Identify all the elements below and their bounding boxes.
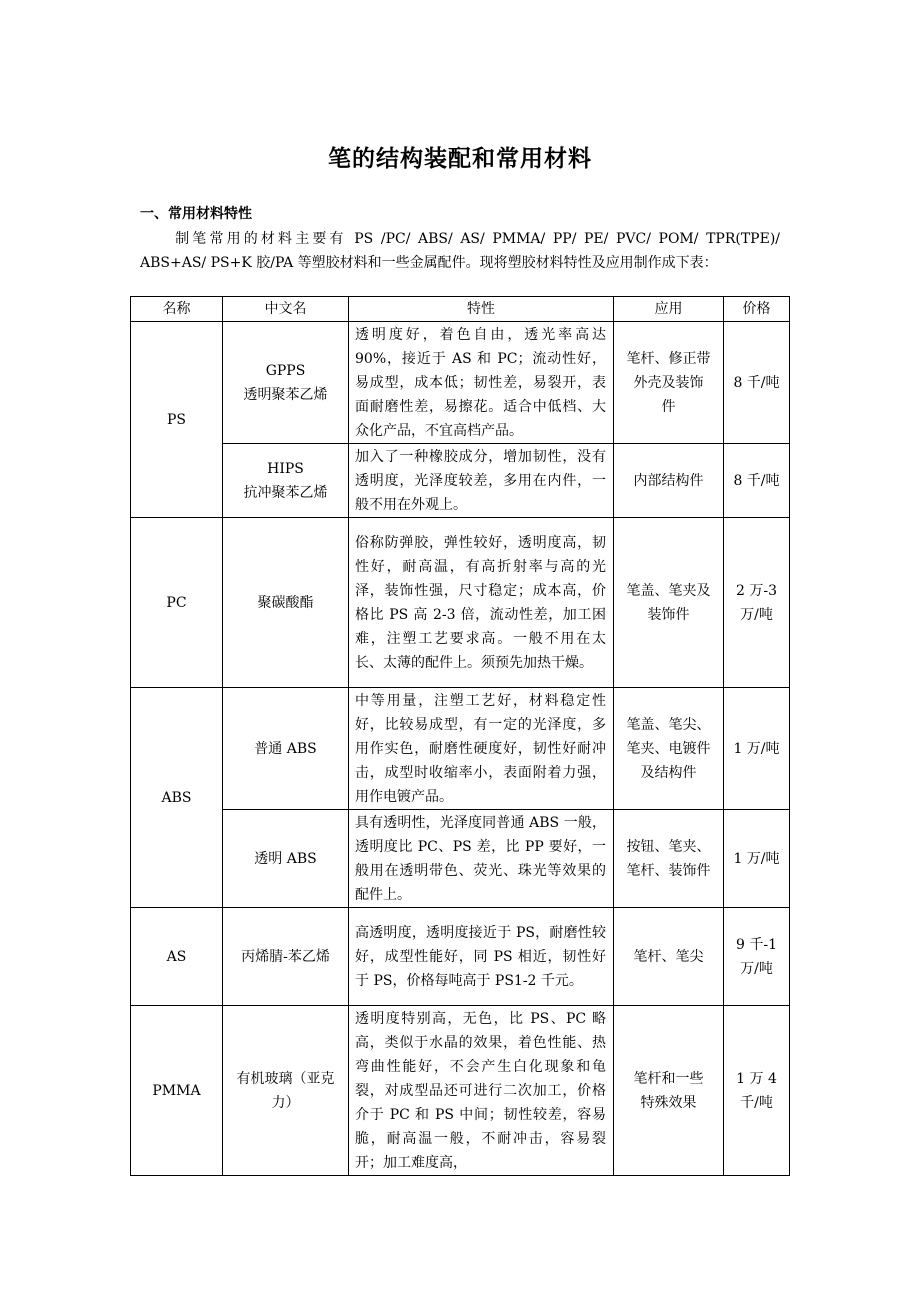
application-line: 笔杆、装饰件: [626, 862, 711, 879]
material-name-cell: AS: [131, 908, 223, 1006]
chinese-name-line: 力）: [271, 1094, 300, 1111]
property-cell: 高透明度，透明度接近于 PS，耐磨性较好，成型性能好，同 PS 相近，韧性好于 PS，价格每吨高于 PS1-2 千元。: [349, 908, 614, 1006]
price-line: 8 千/吨: [733, 472, 780, 489]
chinese-name-line: HIPS: [267, 460, 304, 477]
chinese-name-line: 聚碳酸酯: [257, 594, 314, 611]
price-cell: [724, 444, 790, 518]
application-line: 及结构件: [640, 764, 697, 781]
chinese-name-cell: [223, 444, 349, 518]
header-price: 价格: [724, 297, 790, 322]
price-cell: [724, 810, 790, 908]
chinese-name-line: 抗冲聚苯乙烯: [243, 484, 328, 501]
material-name-cell: PS: [131, 322, 223, 518]
price-line: 8 千/吨: [733, 374, 780, 391]
application-cell: [614, 322, 724, 444]
application-cell: [614, 444, 724, 518]
application-line: 笔盖、笔尖、: [626, 716, 711, 733]
application-line: 笔盖、笔夹及: [626, 582, 711, 599]
price-line: 千/吨: [740, 1094, 773, 1111]
header-property: 特性: [349, 297, 614, 322]
chinese-name-cell: [223, 688, 349, 810]
table-row: [131, 322, 790, 444]
header-chinese-name: 中文名: [223, 297, 349, 322]
application-line: 件: [661, 398, 676, 415]
application-cell: [614, 810, 724, 908]
intro-paragraph: [140, 227, 780, 275]
table-header-row: [131, 297, 790, 322]
chinese-name-cell: [223, 1006, 349, 1176]
material-name-cell: PMMA: [131, 1006, 223, 1176]
application-line: 笔杆、修正带: [626, 350, 711, 367]
intro-text: 制笔常用的材料主要有 PS /PC/ ABS/ AS/ PMMA/ PP/ PE/ PVC/ POM/ TPR(TPE)/ ABS+AS/ PS+K 胶/PA 等塑胶材料和一些金属配件。现将塑胶材料特性及应用制作成下表：: [140, 231, 780, 271]
price-cell: [724, 518, 790, 688]
table-row: [131, 1006, 790, 1176]
price-line: 1 万 4: [736, 1070, 777, 1087]
materials-table: [130, 296, 790, 1176]
application-line: 笔杆、笔尖: [633, 948, 704, 965]
page-title: 笔的结构装配和常用材料: [328, 146, 592, 172]
price-cell: [724, 688, 790, 810]
table-row: [131, 810, 790, 908]
chinese-name-line: 透明 ABS: [254, 850, 317, 867]
price-line: 1 万/吨: [733, 850, 780, 867]
header-application: 应用: [614, 297, 724, 322]
price-line: 万/吨: [740, 606, 773, 623]
application-cell: [614, 908, 724, 1006]
chinese-name-cell: [223, 908, 349, 1006]
chinese-name-cell: [223, 322, 349, 444]
table-row: [131, 518, 790, 688]
property-cell: 具有透明性，光泽度同普通 ABS 一般，透明度比 PC、PS 差，比 PP 要好，一般用在透明带色、荧光、珠光等效果的配件上。: [349, 810, 614, 908]
material-name-cell: ABS: [131, 688, 223, 908]
price-cell: [724, 1006, 790, 1176]
application-line: 特殊效果: [640, 1094, 697, 1111]
property-cell: 加入了一种橡胶成分，增加韧性，没有透明度，光泽度较差，多用在内件，一般不用在外观上。: [349, 444, 614, 518]
price-line: 万/吨: [740, 960, 773, 977]
chinese-name-line: 透明聚苯乙烯: [243, 386, 328, 403]
chinese-name-cell: [223, 518, 349, 688]
application-line: 内部结构件: [633, 472, 704, 489]
price-line: 9 千-1: [736, 936, 777, 953]
property-cell: 透明度好，着色自由，透光率高达90%，接近于 AS 和 PC；流动性好，易成型，成本低；韧性差，易裂开，表面耐磨性差，易擦花。适合中低档、大众化产品，不宜高档产品。: [349, 322, 614, 444]
application-line: 外壳及装饰: [633, 374, 704, 391]
property-cell: 透明度特别高，无色，比 PS、PC 略高，类似于水晶的效果，着色性能、热弯曲性能好，不会产生白化现象和龟裂，对成型品还可进行二次加工，价格介于 PC 和 PS 中间；韧性较差，容易脆，耐高温一般，不耐冲击，容易裂开；加工难度高，: [349, 1006, 614, 1176]
chinese-name-cell: [223, 810, 349, 908]
property-cell: 中等用量，注塑工艺好，材料稳定性好，比较易成型，有一定的光泽度，多用作实色，耐磨性硬度好，韧性好耐冲击，成型时收缩率小，表面附着力强，用作电镀产品。: [349, 688, 614, 810]
application-line: 笔夹、电镀件: [626, 740, 711, 757]
application-line: 装饰件: [647, 606, 690, 623]
section-heading: 一、常用材料特性: [140, 206, 252, 222]
chinese-name-line: GPPS: [265, 362, 306, 379]
chinese-name-line: 普通 ABS: [254, 740, 317, 757]
application-cell: [614, 688, 724, 810]
table-row: [131, 908, 790, 1006]
price-cell: [724, 908, 790, 1006]
table-row: [131, 688, 790, 810]
property-cell: 俗称防弹胶，弹性较好，透明度高，韧性好，耐高温，有高折射率与高的光泽，装饰性强，尺寸稳定；成本高，价格比 PS 高 2-3 倍，流动性差，加工困难，注塑工艺要求高。一般不用在太长、太薄的配件上。须预先加热干燥。: [349, 518, 614, 688]
price-cell: [724, 322, 790, 444]
chinese-name-line: 有机玻璃（亚克: [236, 1070, 335, 1087]
application-line: 按钮、笔夹、: [626, 838, 711, 855]
price-line: 2 万-3: [736, 582, 777, 599]
application-cell: [614, 518, 724, 688]
price-line: 1 万/吨: [733, 740, 780, 757]
material-name-cell: PC: [131, 518, 223, 688]
application-line: 笔杆和一些: [633, 1070, 704, 1087]
header-name: 名称: [131, 297, 223, 322]
application-cell: [614, 1006, 724, 1176]
chinese-name-line: 丙烯腈-苯乙烯: [241, 948, 330, 965]
table-row: [131, 444, 790, 518]
